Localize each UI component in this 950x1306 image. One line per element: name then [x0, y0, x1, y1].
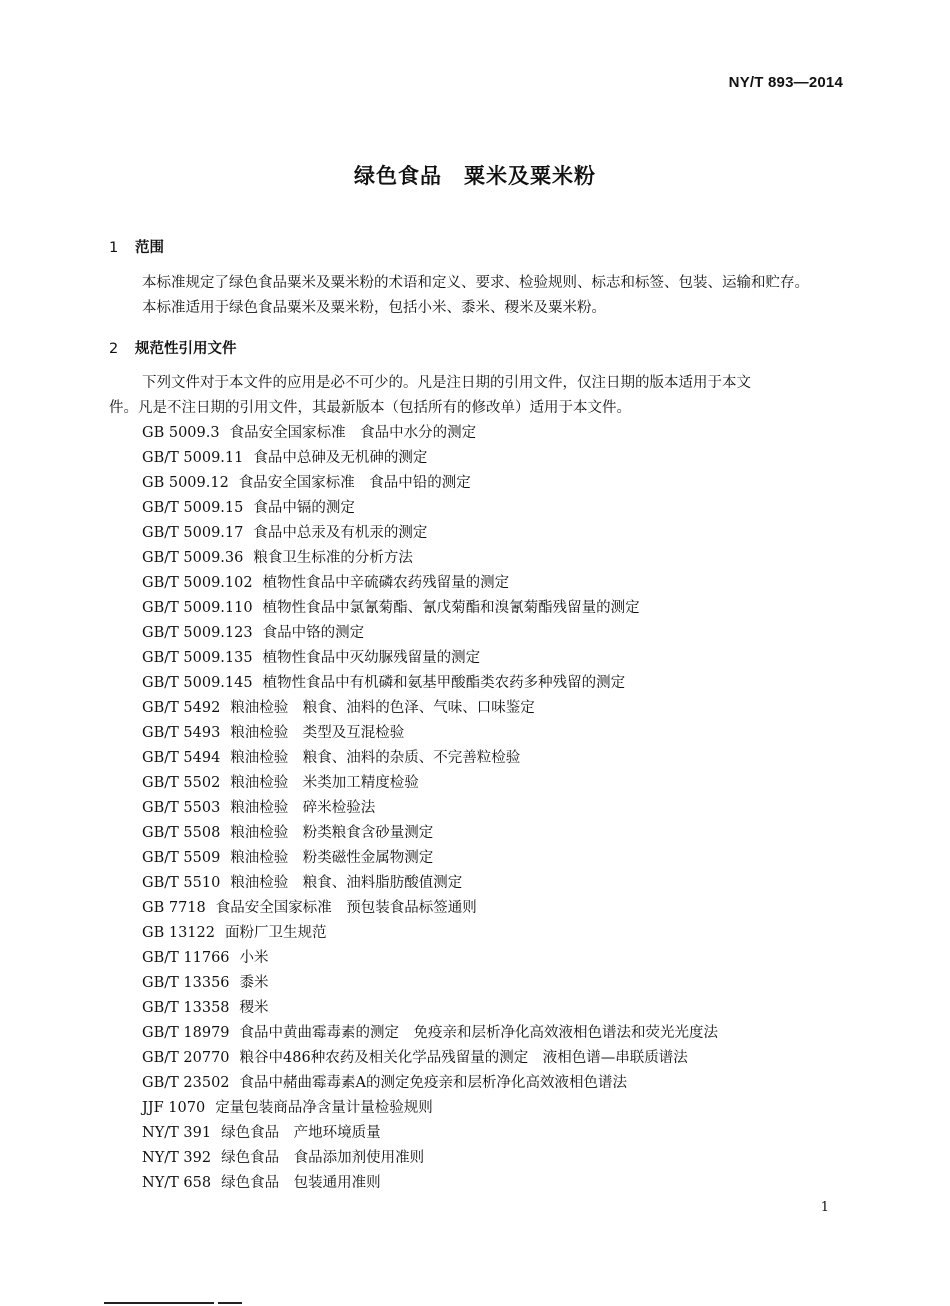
reference-title: 植物性食品中氯氰菊酯、氰戊菊酯和溴氰菊酯残留量的测定: [262, 600, 640, 616]
reference-code: GB/T 5502: [142, 775, 221, 791]
reference-code: GB/T 5510: [142, 875, 221, 891]
reference-code: GB 5009.12: [142, 475, 229, 491]
section-1-number: 1: [109, 240, 119, 256]
reference-item: [142, 946, 718, 971]
reference-title: 绿色食品 包装通用准则: [221, 1175, 381, 1191]
section-2-heading: [109, 337, 237, 358]
reference-item: [142, 871, 718, 896]
reference-item: [142, 446, 718, 471]
reference-title: 食品中总砷及无机砷的测定: [253, 450, 428, 466]
reference-code: GB/T 5009.15: [142, 500, 244, 516]
intro-line-1: 下列文件对于本文件的应用是必不可少的。凡是注日期的引用文件，仅注日期的版本适用于本文: [142, 375, 751, 391]
reference-title: 面粉厂卫生规范: [224, 925, 327, 941]
reference-item: [142, 1021, 718, 1046]
reference-code: NY/T 391: [142, 1125, 212, 1141]
reference-item: [142, 1071, 718, 1096]
reference-item: [142, 721, 718, 746]
section-1-scope-paragraph: [109, 271, 844, 321]
reference-title: 食品中铬的测定: [262, 625, 365, 641]
page-number: 1: [820, 1200, 829, 1215]
reference-code: GB/T 5009.145: [142, 675, 253, 691]
reference-code: GB/T 5494: [142, 750, 221, 766]
reference-item: [142, 746, 718, 771]
reference-code: GB/T 13358: [142, 1000, 230, 1016]
reference-item: [142, 1096, 718, 1121]
reference-item: [142, 821, 718, 846]
reference-title: 粮食卫生标准的分析方法: [253, 550, 413, 566]
reference-item: [142, 621, 718, 646]
reference-title: 绿色食品 产地环境质量: [221, 1125, 381, 1141]
reference-item: [142, 696, 718, 721]
reference-item: [142, 496, 718, 521]
section-2-title: 规范性引用文件: [135, 341, 237, 357]
reference-title: 粮油检验 粮食、油料的色泽、气味、口味鉴定: [230, 700, 535, 716]
reference-code: NY/T 392: [142, 1150, 212, 1166]
reference-title: 粮油检验 粉类磁性金属物测定: [230, 850, 434, 866]
reference-code: GB/T 18979: [142, 1025, 230, 1041]
section-1-title: 范围: [135, 240, 164, 256]
reference-code: GB/T 5503: [142, 800, 221, 816]
scan-edge-mark: [104, 1302, 214, 1304]
reference-item: [142, 421, 718, 446]
document-title: 绿色食品 粟米及粟米粉: [354, 164, 596, 188]
reference-title: 稷米: [239, 1000, 269, 1016]
reference-item: [142, 521, 718, 546]
reference-item: [142, 896, 718, 921]
reference-code: GB/T 5009.123: [142, 625, 253, 641]
reference-item: [142, 571, 718, 596]
reference-title: 粮油检验 粮食、油料的杂质、不完善粒检验: [230, 750, 521, 766]
reference-item: [142, 1171, 718, 1196]
standard-code: NY/T 893—2014: [728, 74, 843, 91]
reference-title: 食品安全国家标准 预包装食品标签通则: [215, 900, 477, 916]
reference-item: [142, 971, 718, 996]
scan-edge-mark: [218, 1302, 242, 1304]
reference-title: 食品中赭曲霉毒素A的测定免疫亲和层析净化高效液相色谱法: [239, 1075, 628, 1091]
reference-item: [142, 796, 718, 821]
reference-title: 食品中镉的测定: [253, 500, 355, 516]
reference-title: 黍米: [239, 975, 269, 991]
reference-title: 植物性食品中灭幼脲残留量的测定: [262, 650, 481, 666]
scope-sentence-2: 本标准适用于绿色食品粟米及粟米粉，包括小米、黍米、稷米及粟米粉。: [142, 300, 606, 316]
reference-title: 植物性食品中辛硫磷农药残留量的测定: [262, 575, 510, 591]
reference-title: 食品安全国家标准 食品中水分的测定: [229, 425, 477, 441]
reference-item: [142, 846, 718, 871]
section-1-heading: [109, 236, 164, 257]
reference-code: JJF 1070: [142, 1100, 206, 1116]
reference-code: GB/T 5009.11: [142, 450, 244, 466]
reference-title: 食品中黄曲霉毒素的测定 免疫亲和层析净化高效液相色谱法和荧光光度法: [239, 1025, 719, 1041]
reference-title: 植物性食品中有机磷和氨基甲酸酯类农药多种残留的测定: [262, 675, 626, 691]
reference-item: [142, 1146, 718, 1171]
reference-title: 粮油检验 粉类粮食含砂量测定: [230, 825, 434, 841]
reference-code: GB/T 5493: [142, 725, 221, 741]
reference-title: 绿色食品 食品添加剂使用准则: [221, 1150, 425, 1166]
reference-item: [142, 546, 718, 571]
reference-item: [142, 1046, 718, 1071]
reference-title: 定量包装商品净含量计量检验规则: [215, 1100, 433, 1116]
reference-code: GB/T 5509: [142, 850, 221, 866]
reference-code: GB/T 5009.110: [142, 600, 253, 616]
section-2-number: 2: [109, 341, 119, 357]
reference-item: [142, 671, 718, 696]
reference-title: 粮油检验 类型及互混检验: [230, 725, 405, 741]
reference-code: GB 5009.3: [142, 425, 220, 441]
reference-code: GB/T 5508: [142, 825, 221, 841]
scope-sentence-1: 本标准规定了绿色食品粟米及粟米粉的术语和定义、要求、检验规则、标志和标签、包装、运输和贮存。: [142, 275, 809, 291]
reference-code: GB/T 5009.36: [142, 550, 244, 566]
reference-code: GB/T 5009.135: [142, 650, 253, 666]
reference-title: 小米: [239, 950, 269, 966]
reference-item: [142, 1121, 718, 1146]
reference-code: GB/T 5492: [142, 700, 221, 716]
intro-line-2: 件。凡是不注日期的引用文件，其最新版本（包括所有的修改单）适用于本文件。: [109, 400, 631, 416]
reference-title: 粮谷中486种农药及相关化学品残留量的测定 液相色谱—串联质谱法: [239, 1050, 688, 1066]
normative-references-list: [142, 421, 718, 1196]
reference-title: 粮油检验 碎米检验法: [230, 800, 376, 816]
reference-code: GB/T 11766: [142, 950, 230, 966]
reference-code: GB/T 5009.102: [142, 575, 253, 591]
reference-code: GB/T 20770: [142, 1050, 230, 1066]
reference-title: 食品安全国家标准 食品中铅的测定: [238, 475, 471, 491]
reference-code: GB/T 5009.17: [142, 525, 244, 541]
reference-code: GB 7718: [142, 900, 206, 916]
reference-item: [142, 771, 718, 796]
reference-code: GB/T 23502: [142, 1075, 230, 1091]
reference-item: [142, 921, 718, 946]
section-2-intro-paragraph: [109, 371, 844, 421]
reference-code: NY/T 658: [142, 1175, 212, 1191]
reference-title: 粮油检验 米类加工精度检验: [230, 775, 419, 791]
reference-title: 粮油检验 粮食、油料脂肪酸值测定: [230, 875, 463, 891]
reference-item: [142, 596, 718, 621]
reference-title: 食品中总汞及有机汞的测定: [253, 525, 428, 541]
reference-item: [142, 471, 718, 496]
reference-item: [142, 996, 718, 1021]
reference-item: [142, 646, 718, 671]
reference-code: GB/T 13356: [142, 975, 230, 991]
reference-code: GB 13122: [142, 925, 215, 941]
